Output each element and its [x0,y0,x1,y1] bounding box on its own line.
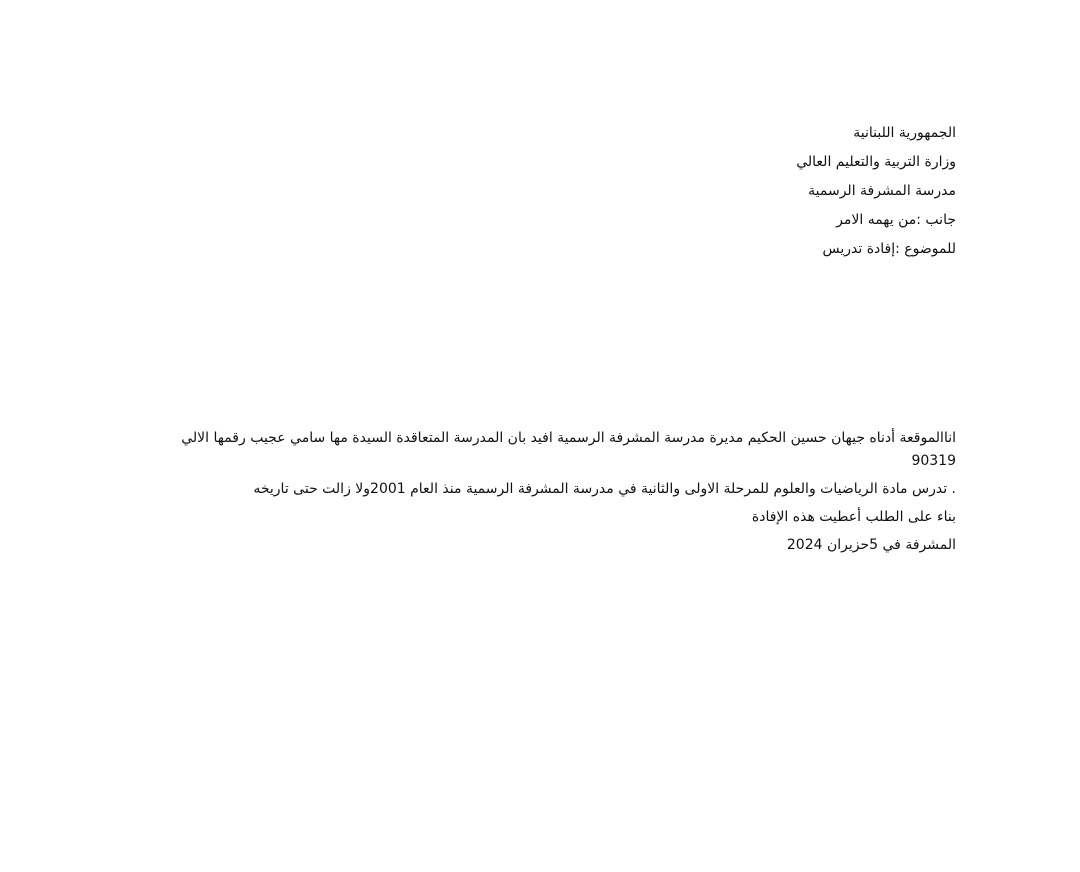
ministry-name: وزارة التربية والتعليم العالي [796,154,956,170]
declaration-paragraph: اناالموقعة أدناه جيهان حسين الحكيم مديرة مدرسة المشرفة الرسمية افيد بان المدرسة المتعاقدة السيدة مها سامي عجيب رقمها الالي 90319 [181,430,956,469]
recipient-line: جانب :من يهمه الامر [836,212,956,228]
teaching-paragraph: . تدرس مادة الرياضيات والعلوم للمرحلة الاولى والثانية في مدرسة المشرفة الرسمية منذ العام 2001ولا زالت حتى تاريخه [253,481,956,497]
place-date-line: المشرفة في 5حزيران 2024 [786,537,956,553]
letter-body [136,427,956,562]
school-name: مدرسة المشرفة الرسمية [808,183,956,199]
country-name: الجمهورية اللبنانية [853,125,956,141]
letter-header [136,122,956,267]
request-statement: بناء على الطلب أعطيت هذه الإفادة [751,509,956,525]
subject-line: للموضوع :إفادة تدريس [822,241,956,257]
